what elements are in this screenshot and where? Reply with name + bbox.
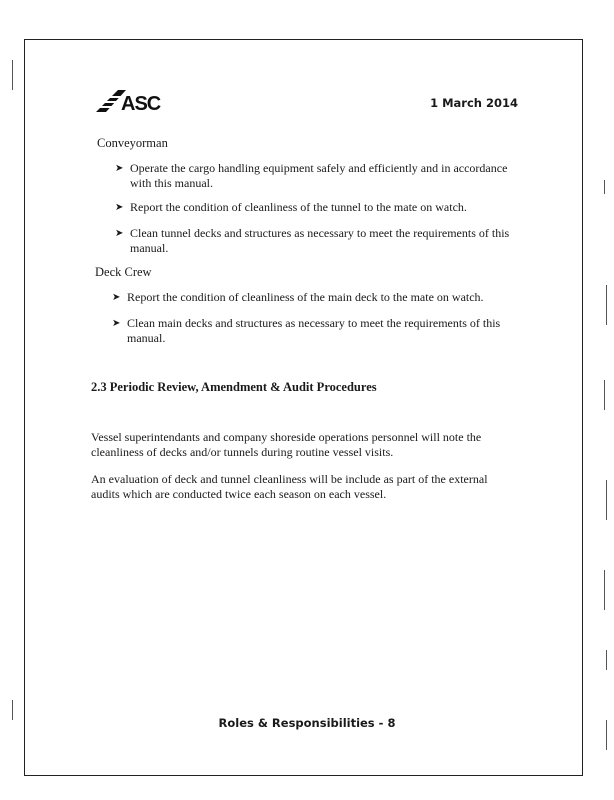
list-item [112, 316, 517, 346]
list-item [115, 161, 520, 191]
scan-mark [604, 380, 605, 410]
logo-text: ASC [121, 93, 161, 115]
arrow-bullet-icon: ➤ [112, 292, 121, 303]
bullet-text: Operate the cargo handling equipment safely and efficiently and in accordance with this manual. [130, 161, 508, 190]
arrow-bullet-icon: ➤ [112, 318, 121, 329]
bullet-text: Report the condition of cleanliness of the main deck to the mate on watch. [127, 290, 484, 304]
scan-mark [606, 650, 607, 670]
list-item [115, 226, 520, 256]
list-item [112, 290, 517, 305]
footer-page-label: Roles & Responsibilities - 8 [218, 716, 396, 730]
arrow-bullet-icon: ➤ [115, 228, 124, 239]
header-date: 1 March 2014 [430, 96, 518, 110]
paragraph: Vessel superintendants and company shoreside operations personnel will note the cleanliness of decks and/or tunnels during routine vessel visits. [91, 430, 482, 459]
section-heading: 2.3 Periodic Review, Amendment & Audit Procedures [91, 380, 377, 394]
bullet-text: Clean main decks and structures as necessary to meet the requirements of this manual. [127, 316, 501, 345]
scan-mark [606, 480, 607, 520]
scan-mark [606, 285, 607, 325]
scan-mark [604, 570, 605, 610]
scan-mark [604, 180, 605, 194]
conveyorman-title: Conveyorman [97, 136, 168, 150]
arrow-bullet-icon: ➤ [115, 202, 124, 213]
bullet-text: Report the condition of cleanliness of the tunnel to the mate on watch. [130, 200, 467, 214]
paragraph: An evaluation of deck and tunnel cleanliness will be include as part of the external audits which are conducted twice each season on each vessel. [91, 472, 488, 501]
scan-mark [12, 60, 13, 90]
list-item [115, 200, 520, 215]
deck-crew-title: Deck Crew [95, 265, 152, 279]
asc-logo [96, 88, 161, 115]
bullet-text: Clean tunnel decks and structures as necessary to meet the requirements of this manual. [130, 226, 510, 255]
arrow-bullet-icon: ➤ [115, 163, 124, 174]
